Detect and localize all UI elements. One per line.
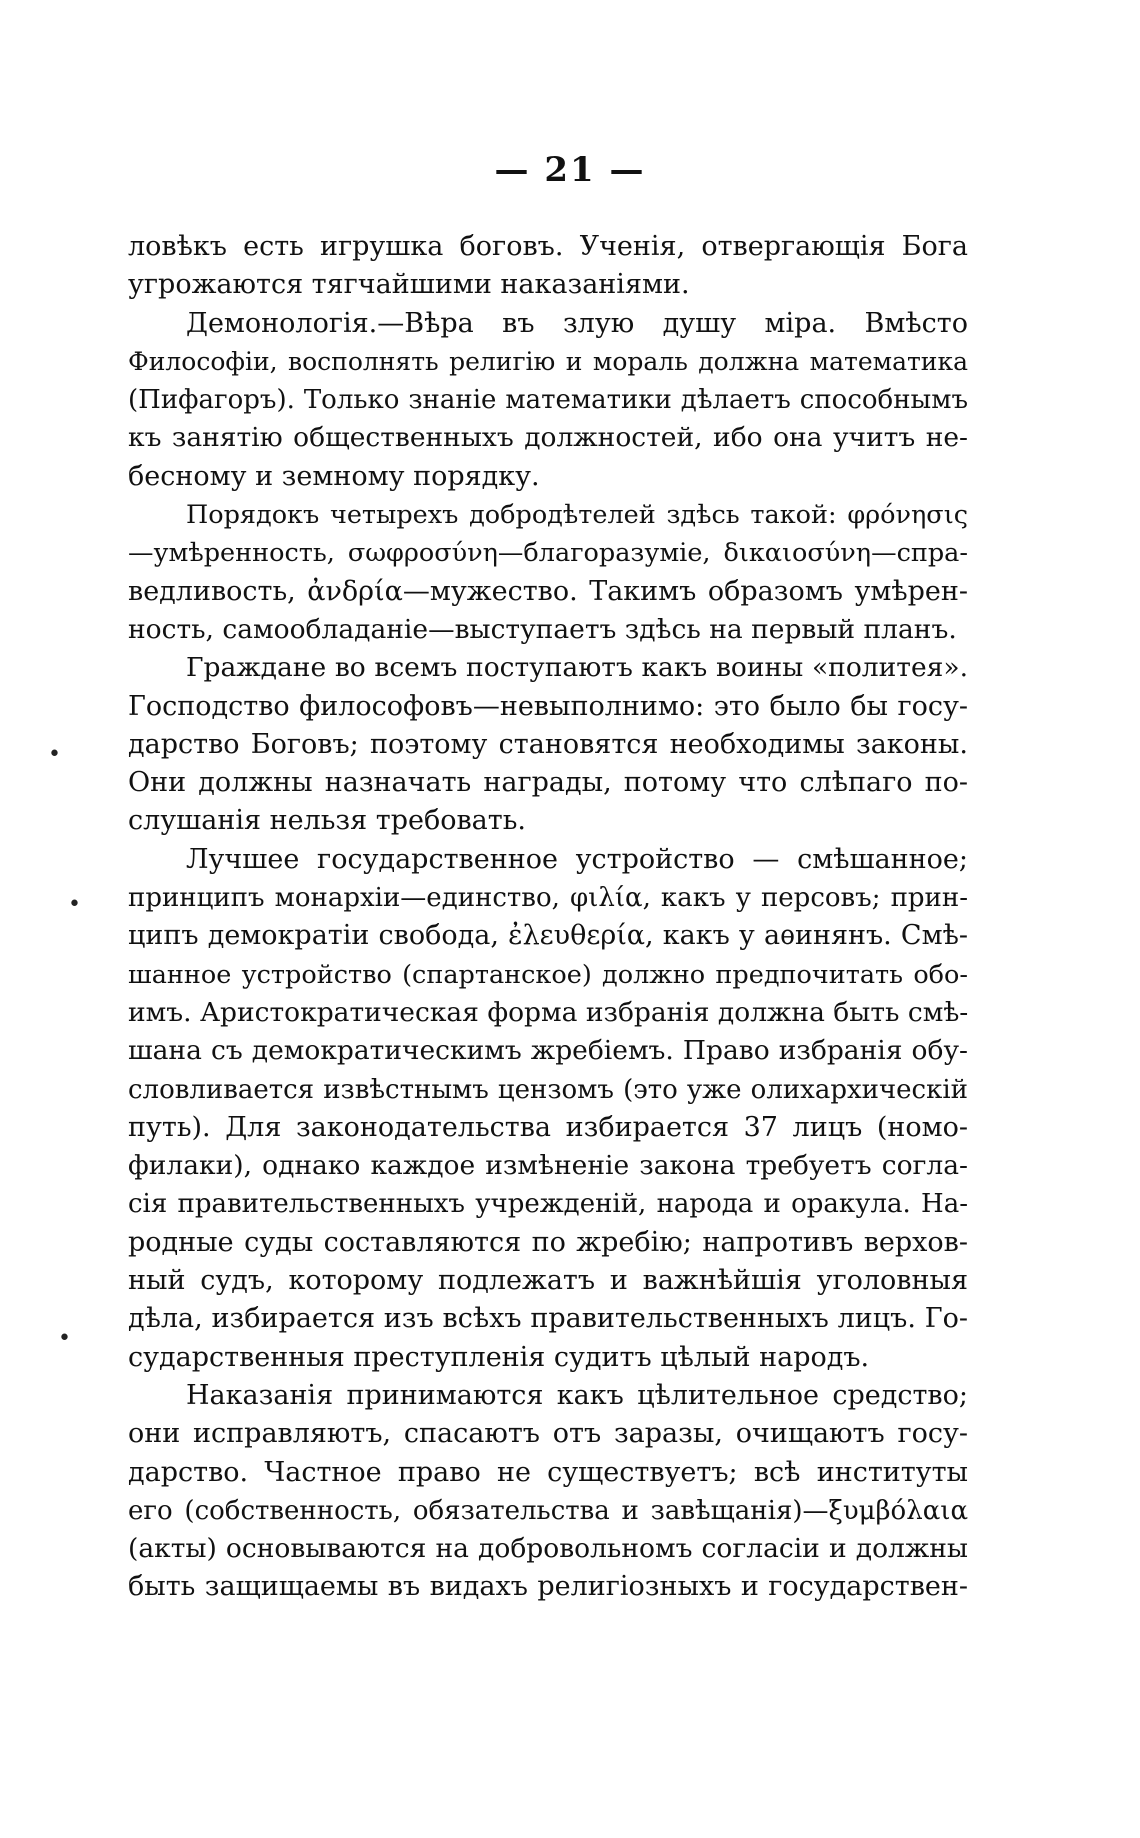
text-line: сія правительственныхъ учрежденій, народа и оракула. На- [128, 1189, 968, 1220]
text-line: Лучшее государственное устройство — смѣшанное; [186, 843, 968, 875]
text-line: быть защищаемы въ видахъ религіозныхъ и государствен- [128, 1571, 968, 1603]
text-line: къ занятію общественныхъ должностей, ибо она учитъ не- [128, 422, 968, 454]
text-line: ведливость, ἀνδρία—мужество. Такимъ образомъ умѣрен- [128, 575, 968, 607]
text-line: филаки), однако каждое измѣненіе закона требуетъ согла- [128, 1150, 968, 1182]
body-text [128, 228, 968, 1607]
text-line: путь). Для законодательства избирается 37 лицъ (номо- [128, 1111, 968, 1143]
text-line: ность, самообладаніе—выступаетъ здѣсь на первый планъ. [128, 613, 957, 645]
text-line: дарство. Частное право не существуетъ; всѣ институты [128, 1456, 968, 1488]
text-line: принципъ монархіи—единство, φιλία, какъ у персовъ; прин- [128, 883, 968, 914]
text-line: сударственныя преступленія судитъ цѣлый народъ. [128, 1341, 870, 1373]
text-line: Граждане во всемъ поступаютъ какъ воины «политея». [186, 652, 968, 684]
text-line: родные суды составляются по жребію; напротивъ верхов- [128, 1226, 968, 1258]
text-line: словливается извѣстнымъ цензомъ (это уже олихархическій [128, 1074, 968, 1105]
text-line: ципъ демократіи свобода, ἐλευθερία, какъ у аѳинянъ. Смѣ- [128, 920, 968, 952]
text-line: бесному и земному порядку. [128, 460, 540, 492]
text-line: Наказанія принимаются какъ цѣлительное средство; [186, 1379, 968, 1411]
text-line: Они должны назначать награды, потому что слѣпаго по- [128, 767, 968, 799]
page-number: — 21 — [494, 150, 646, 190]
margin-mark: • [68, 892, 81, 917]
text-line: Философіи, восполнять религію и мораль должна математика [128, 346, 968, 376]
text-line: они исправляютъ, спасаютъ отъ заразы, очищаютъ госу- [128, 1418, 968, 1450]
text-line: слушанія нельзя требовать. [128, 805, 526, 837]
text-line: шана съ демократическимъ жребіемъ. Право избранія обу- [128, 1035, 968, 1067]
text-line: дѣла, избирается изъ всѣхъ правительственныхъ лицъ. Го- [128, 1303, 968, 1335]
text-line: ный судъ, которому подлежатъ и важнѣйшія уголовныя [128, 1265, 968, 1297]
text-line: —умѣренность, σωφροσύνη—благоразуміе, δικαιοσύνη—спра- [128, 538, 968, 569]
text-line: (акты) основываются на добровольномъ согласіи и должны [128, 1533, 968, 1565]
text-line: шанное устройство (спартанское) должно предпочитать обо- [128, 959, 968, 990]
margin-mark: • [48, 742, 61, 767]
text-line: Господство философовъ—невыполнимо: это было бы госу- [128, 690, 968, 722]
text-line: Порядокъ четырехъ добродѣтелей здѣсь такой: φρόνησις [186, 500, 968, 531]
text-line: имъ. Аристократическая форма избранія должна быть смѣ- [128, 996, 968, 1028]
text-line: Демонологія.—Вѣра въ злую душу міра. Вмѣсто [186, 307, 968, 339]
text-line: (Пифагоръ). Только знаніе математики дѣлаетъ способнымъ [128, 385, 968, 416]
text-line: ловѣкъ есть игрушка боговъ. Ученія, отвергающія Бога [128, 231, 968, 262]
text-line: угрожаются тягчайшими наказаніями. [128, 269, 690, 301]
text-line: его (собственность, обязательства и завѣщанія)—ξυμβόλαια [128, 1495, 968, 1526]
margin-mark: • [58, 1326, 71, 1351]
text-line: дарство Боговъ; поэтому становятся необходимы законы. [128, 728, 968, 760]
